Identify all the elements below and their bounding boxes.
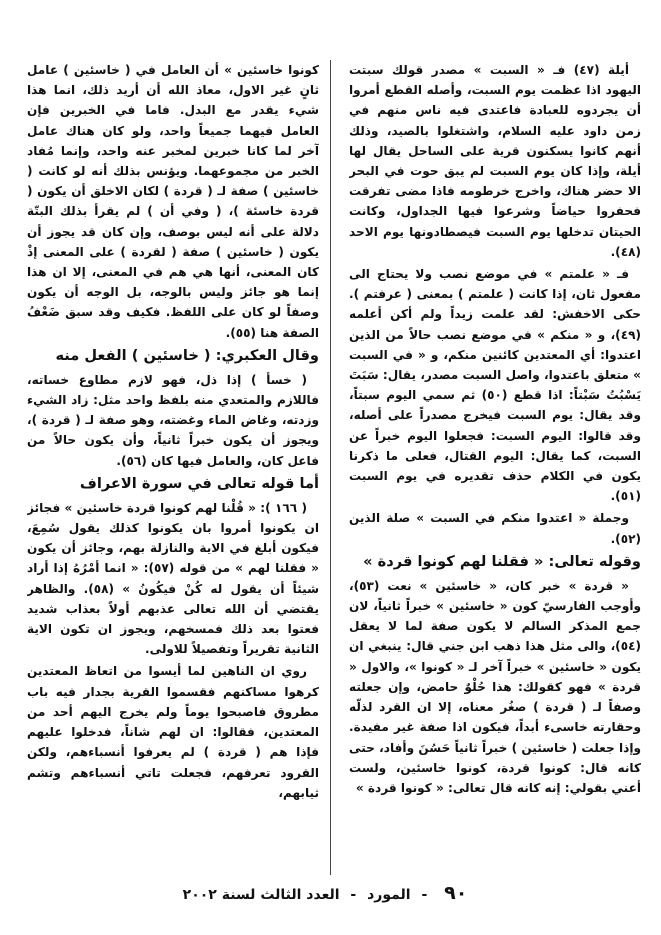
column-divider [330, 60, 331, 875]
paragraph: روي ان الناهين لما أيسوا من اتعاظ المعتدين كرهوا مساكنهم فقسموا القرية بجدار فيه باب مطروق فاصبحوا يوماً ولم يخرج اليهم أحد من المعتدين، فقالوا: ان لهم شاناً، فدخلوا عليهم فإذا هم ( قردة ) لم يعرفوا أنسباءهم، ولكن القرود تعرفهم، فجعلت تاتي أنسباءهم وتشم ثيابهم، [27, 664, 319, 800]
paragraph: وجملة « اعتدوا منكم في السبت » صلة الذين (٥٢). [349, 511, 641, 546]
paragraph: « قردة » خبر كان، « خاسئين » نعت (٥٣)، وأوجب الفارسيّ كون « خاسئين » خبراً ثانياً، لان جمع المذكر السالم لا يكون صفة لما لا يعقل (٥٤)، والى مثل هذا ذهب ابن جني قال: ينبغي ان يكون « خاسئين » خبراً آخر لـ « كونوا »، والاول « قردة » فهو كقولك: هذا حُلْوٌ حامض، وإن جعلته وصفاً لـ ( قردة ) صغُر معناه، إلا ان القرد لذلّه وحقارته خاسىء أبداً، فيكون اذا صفة غير مفيدة. وإذا جعلت ( خاسئين ) خبراً ثانياً حَسُنَ وأفاد، حتى كانه قال: كونوا قردة، كونوا خاسئين، ولست أعني بقولي: إنه كانه قال تعالى: « كونوا قردة » [349, 578, 641, 795]
page-footer [170, 882, 480, 904]
text-column-right [349, 60, 641, 875]
text-column-left [27, 60, 319, 875]
paragraph: ( خسأ ) إذا ذل، فهو لازم مطاوع خساته، فاللازم والمتعدي منه بلفظ واحد مثل: زاد الشيء وزدته، وغاض الماء وغضته، وهو صفة لـ ( قردة )، ويجوز أن يكون خبراً ثانياً، وأن يكون حالاً من فاعل كان، والعامل فيها كان (٥٦). [27, 372, 319, 468]
section-heading: وقال العكبري: ( خاسئين ) الفعل منه [55, 346, 319, 364]
paragraph: أيلة (٤٧) فـ « السبت » مصدر قولك سبتت اليهود اذا عظمت يوم السبت، وأصله القطع أمروا أن يجردوه للعبادة فاعتدى فيه ناس منهم في زمن داود عليه السلام، واشتغلوا بالصيد، وذلك أنهم كانوا يسكنون قرية على الساحل يقال لها أيلة، وإذا كان يوم السبت لم يبق حوت في البحر الا حضر هناك، واخرج خرطومه فاذا مضى تفرقت فحفروا حياضاً وشرعوا فيها الجداول، وكانت الحيتان تدخلها يوم السبت فيصطادونها يوم الاحد (٤٨). [349, 63, 641, 259]
issue-info: العدد الثالث لسنة ٢٠٠٢ [182, 887, 340, 903]
paragraph: ( ١٦٦ ): « قُلْنا لهم كونوا قردة خاسئين » فجائز ان يكونوا أمروا بان يكونوا كذلك يقول سُمِعَ، فيكون أبلغ في الاية والنازلة بهم، وجائز أن يكون « فقلنا لهم » من قوله (٥٧): « انما أمْرُهُ إذا أراد شيئاً أن يقول له كُنْ فيكُونُ » (٥٨). والظاهر يقتضي أن الله تعالى عذبهم أولاً بعذاب شديد فعتوا بعد ذلك فمسخهم، ويجوز ان تكون الاية الثانية تقريراً وتفصيلاً للاولى. [27, 500, 319, 657]
footer-separator: - [421, 887, 428, 903]
section-heading: أما قوله تعالى في سورة الاعراف [79, 474, 319, 492]
journal-name: المورد [367, 887, 411, 903]
page-number: ٩٠ [444, 882, 468, 904]
paragraph: كونوا خاسئين » أن العامل في ( خاسئين ) عامل ثانٍ غير الاول، معاذ الله أن أريد ذلك، انما هذا شيء يقدر مع البدل. فاما في الخبرين فإن العامل فيهما جميعاً واحد، ولو كان هناك عامل آخر لما كانا خبرين لمخبر عنه واحد، وإنما مُفاد الخبر من مجموعهما. ويؤنس بذلك أنه لو كانت ( خاسئين ) صفة لـ ( قردة ) لكان الاخلق أن يكون ( قردة خاسئة )، ( وفي أن ) لم يقرأ بذلك البتّة دلالة على أنه ليس بوصف، وإن كان قد يجوز أن يكون ( خاسئين ) صفة ( لقردة ) على المعنى إذْ كان المعنى، أنها هي هم في المعنى، إلا ان هذا إنما هو جائز وليس بالوجه، بل الوجه أن يكون وصفاً لو كان على اللفظ. فكيف وقد سبق ضَعْفُ الصفة هنا (٥٥). [27, 63, 319, 340]
footer-separator-2: - [350, 887, 357, 903]
section-heading: وقوله تعالى: « فقلنا لهم كونوا قردة » [363, 552, 641, 570]
paragraph: فـ « علمتم » في موضع نصب ولا يحتاج الى مفعول ثان، إذا كانت ( علمتم ) بمعنى ( عرفتم ). حكى الاخفش: لقد علمت زيداً ولم أكن أعلمه (٤٩)، و « منكم » في موضع نصب حالاً من الذين اعتدوا: أي المعتدين كائنين منكم، و « في السبت » متعلق باعتدوا، واصل السبت مصدر، يقال: سَبَتَ يَسْبُتُ سَبْتاً: اذا قطع (٥٠) ثم سمي اليوم سبتاً، وقد يقال: يوم السبت فيخرج مصدراً على أصله، وقد قالوا: اليوم السبت: فجعلوا اليوم خبراً عن السبت، كما يقال: اليوم القتال، فعلى ما ذكرنا يكون في الكلام حذف تقديره في يوم السبت (٥١). [349, 267, 641, 504]
